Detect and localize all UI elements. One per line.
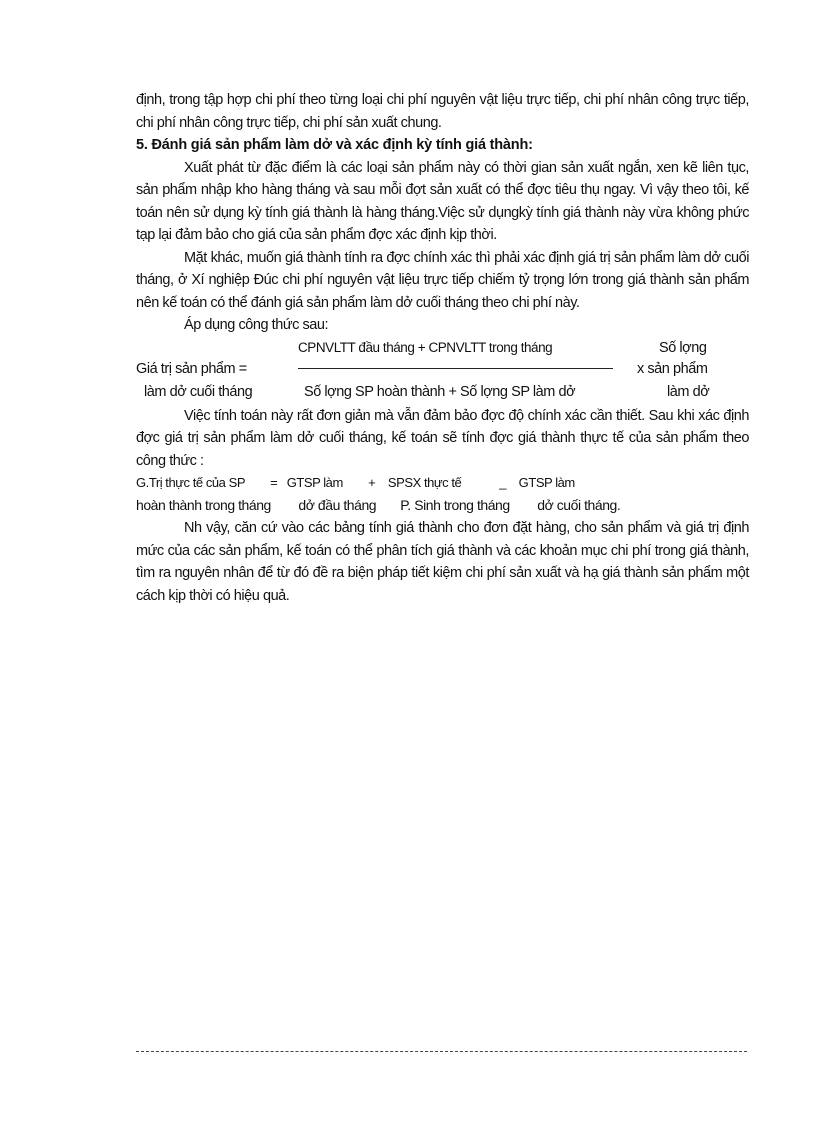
formula-lhs-continued: làm dở cuối tháng (144, 383, 253, 400)
paragraph-apply-formula: Áp dụng công thức sau: (184, 317, 329, 333)
formula-lhs: Giá trị sản phẩm = (136, 360, 247, 377)
formula-multiplier: x sản phẩm (637, 360, 708, 377)
paragraph-conclusion: Nh vậy, căn cứ vào các bảng tính giá thành cho đơn đặt hàng, cho sản phẩm và giá trị định mức của các sản phẩm, kế toán có thể phân tích giá thành và các khoản mục chi phí trong giá thành, tìm ra nguyên nhân để từ đó đề ra biện pháp tiết kiệm chi phí sản xuất và hạ giá thành sản phẩm một cách kịp thời có hiệu quả. (136, 520, 749, 604)
formula-numerator: CPNVLTT đầu tháng + CPNVLTT trong tháng (298, 339, 553, 355)
actual-cost-formula (136, 472, 749, 517)
wip-formula (136, 337, 749, 405)
section-heading: 5. Đánh giá sản phẩm làm dở và xác định kỳ tính giá thành: (136, 137, 533, 153)
fraction-line (298, 368, 613, 369)
paragraph-wip-valuation: Mặt khác, muốn giá thành tính ra đợc chính xác thì phải xác định giá trị sản phẩm làm dở cuối tháng, ở Xí nghiệp Đúc chi phí nguyên vật liệu trực tiếp chiếm tỷ trọng lớn trong giá thành sản phẩm nên kế toán có thể đánh giá sản phẩm làm dở cuối tháng theo chi phí này. (136, 249, 749, 311)
paragraph-actual-cost: Việc tính toán này rất đơn giản mà vẫn đảm bảo đợc độ chính xác cần thiết. Sau khi xác định đợc giá trị sản phẩm làm dở cuối tháng, kế toán sẽ tính đợc giá thành thực tế của sản phẩm theo công thức : (136, 407, 749, 469)
formula2-row2: hoàn thành trong tháng dở đầu tháng P. Sinh trong tháng dở cuối tháng. (136, 497, 621, 513)
formula-rhs-bottom: làm dở (667, 383, 710, 400)
formula2-row1: G.Trị thực tế của SP = GTSP làm + SPSX thực tế _ GTSP làm (136, 475, 575, 490)
formula-rhs-top: Số lợng (659, 339, 707, 356)
footer-divider (136, 1051, 747, 1052)
document-body (136, 89, 749, 607)
formula-denominator: Số lợng SP hoàn thành + Số lợng SP làm dở (304, 383, 576, 400)
paragraph-costing-period: Xuất phát từ đặc điểm là các loại sản phẩm này có thời gian sản xuất ngắn, xen kẽ liên tục, sản phẩm nhập kho hàng tháng và sau mỗi đợt sản xuất có thể đợc tiêu thụ ngay. Vì vậy theo tôi, kế toán nên sử dụng kỳ tính giá thành là hàng tháng.Việc sử dụngkỳ tính giá thành này vừa không phức tạp lại đảm bảo cho giá của sản phẩm đợc xác định kịp thời. (136, 159, 749, 243)
paragraph-cost-collection: định, trong tập hợp chi phí theo từng loại chi phí nguyên vật liệu trực tiếp, chi phí nhân công trực tiếp, chi phí nhân công trực tiếp, chi phí sản xuất chung. (136, 92, 749, 131)
